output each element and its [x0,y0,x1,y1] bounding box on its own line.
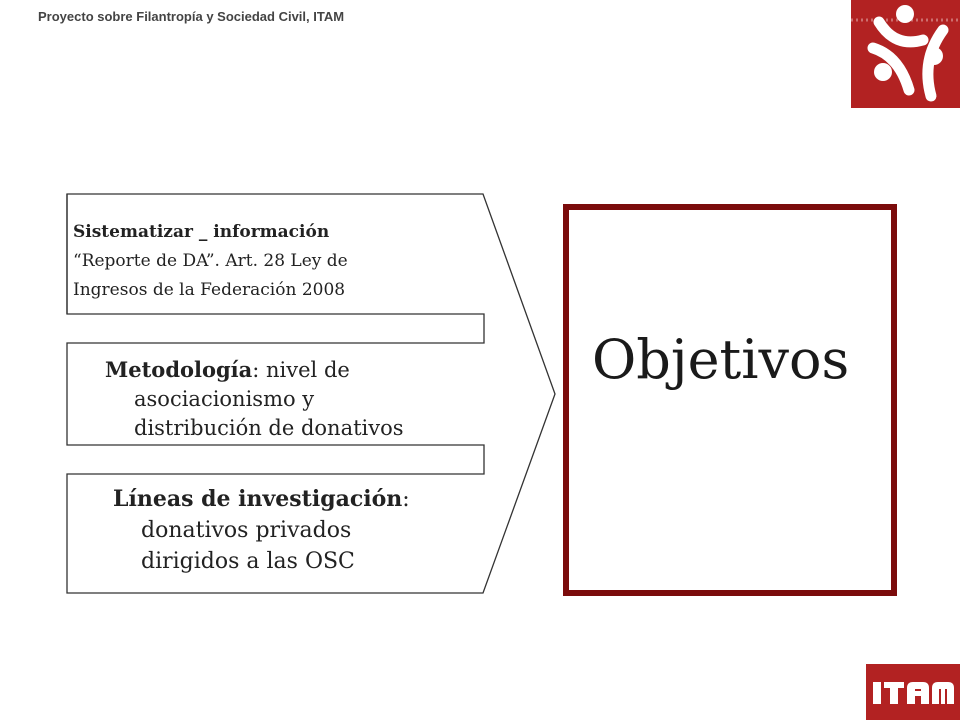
sistematizar-heading: Sistematizar _ información [73,222,330,242]
lineas-line1: : [402,487,410,512]
lineas-line2: donativos privados [141,518,352,543]
metodologia-line2: asociacionismo y [134,387,315,411]
metodologia-line1: : nivel de [252,358,350,382]
sistematizar-line2: Ingresos de la Federación 2008 [73,280,346,300]
objetivos-box [563,204,897,596]
sistematizar-block [73,218,483,305]
objetivos-label: Objetivos [592,328,850,391]
metodologia-block [105,355,485,443]
lineas-line3: dirigidos a las OSC [141,549,355,574]
itam-logo-icon [866,664,960,720]
lineas-heading: Líneas de investigación [113,486,403,512]
metodologia-heading: Metodología [105,357,253,382]
metodologia-line3: distribución de donativos [134,416,404,440]
presentation-header: Proyecto sobre Filantropía y Sociedad Civil, ITAM [38,9,345,24]
sistematizar-line1: “Reporte de DA”. Art. 28 Ley de [73,251,348,271]
lineas-block [113,484,493,577]
